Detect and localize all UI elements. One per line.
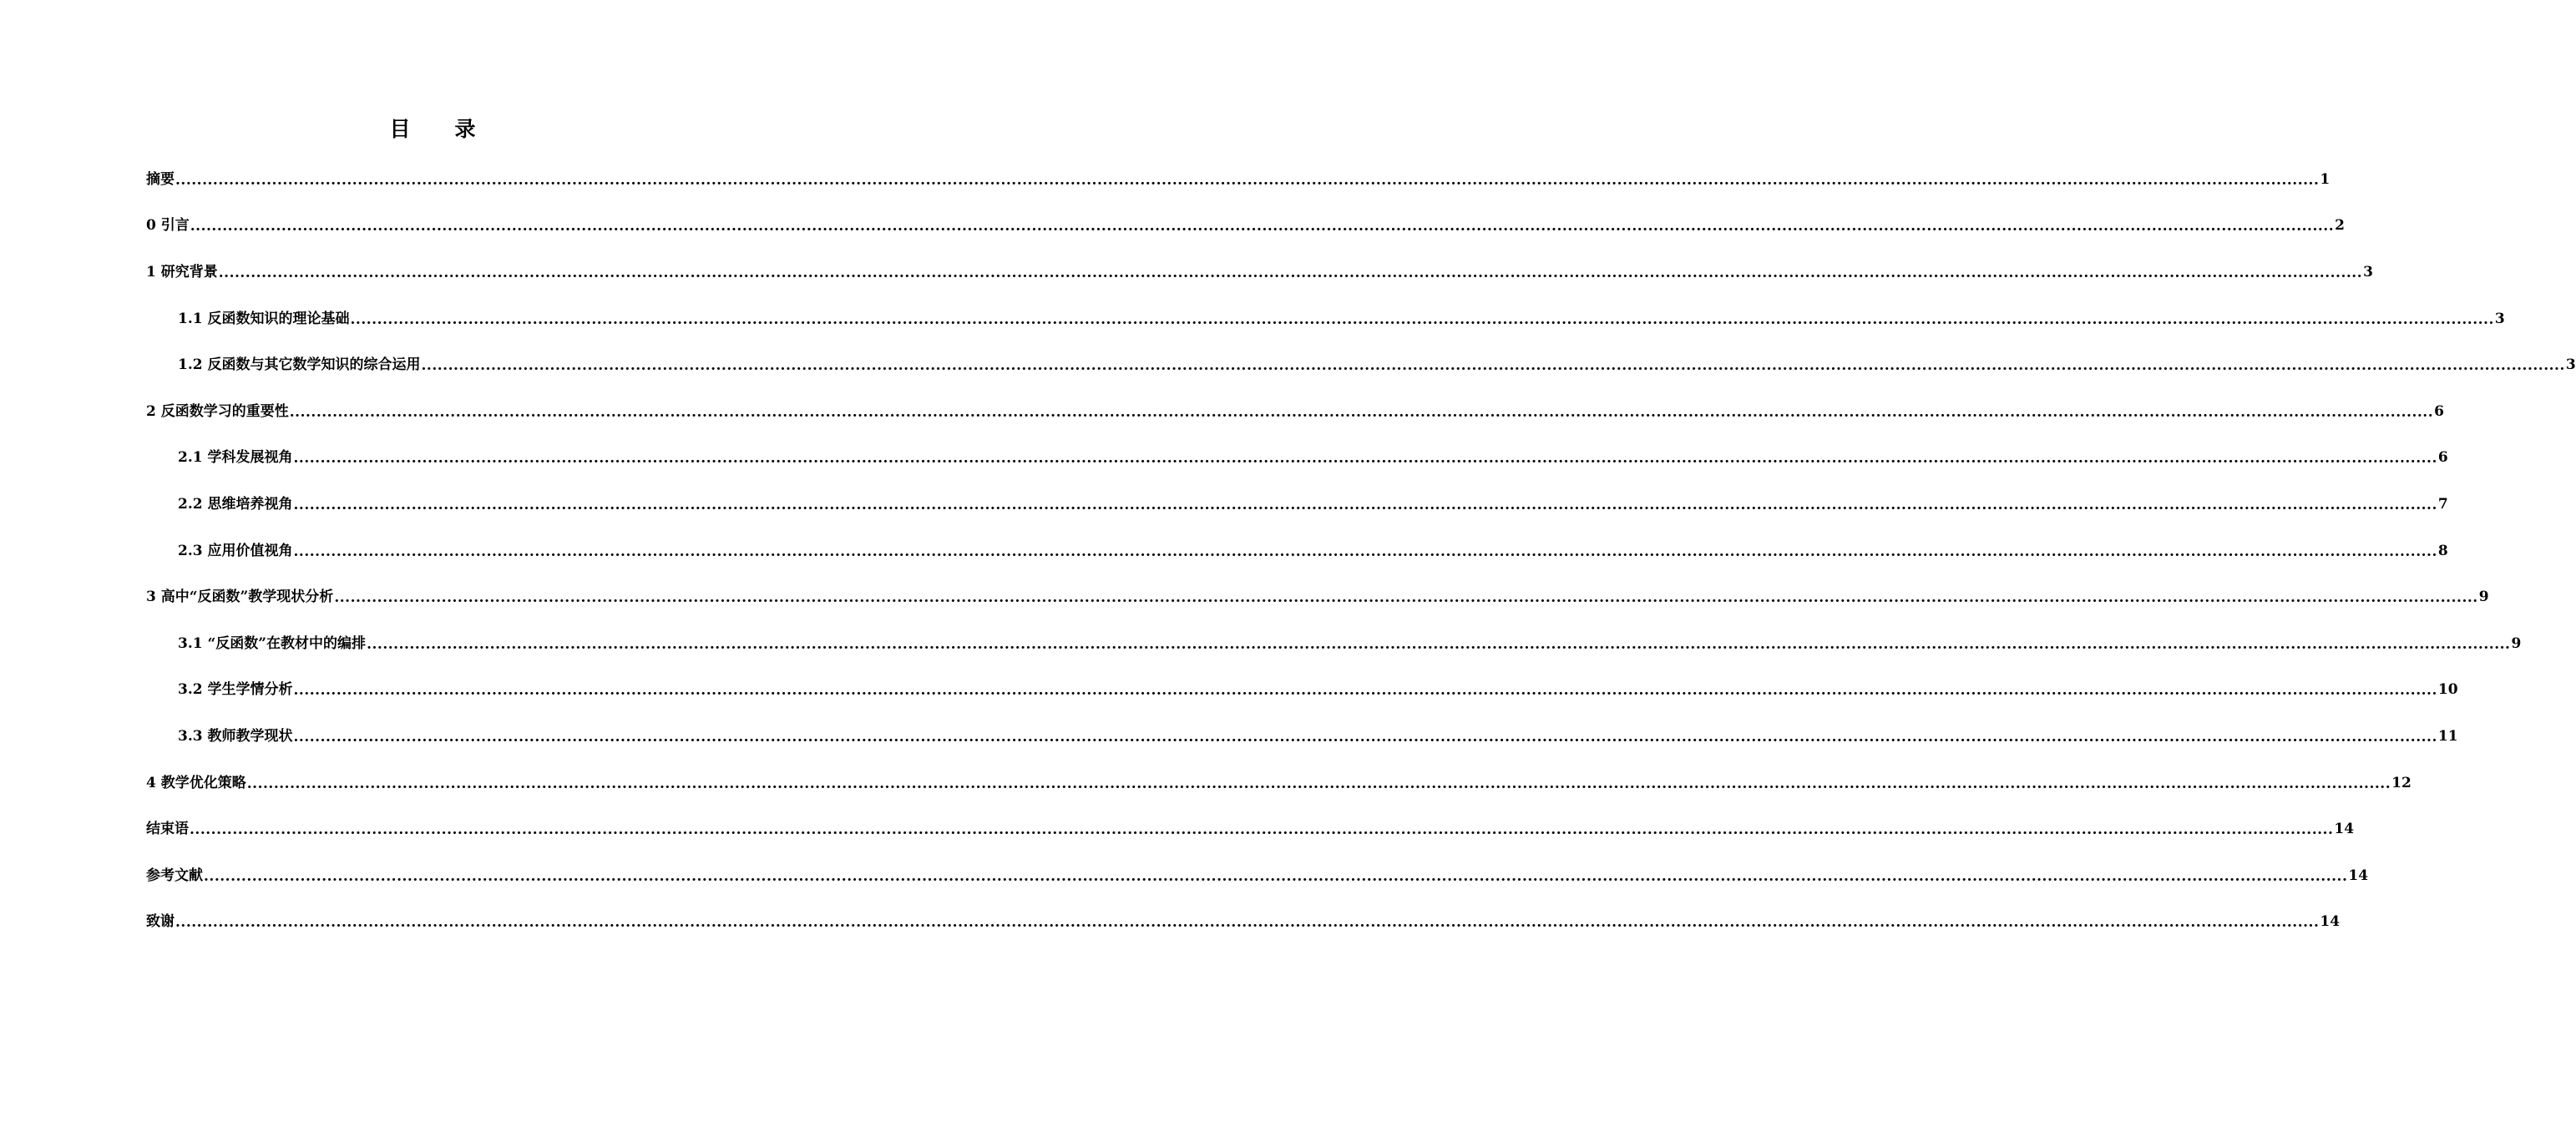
toc-entry[interactable]	[146, 760, 2412, 806]
toc-entry-page-number: 2	[2335, 217, 2345, 235]
toc-entry[interactable]	[146, 806, 2355, 852]
toc-entry[interactable]	[146, 667, 2458, 714]
toc-entry-page-number: 9	[2511, 634, 2522, 652]
toc-dot-leader: ................................................................................................................................................................................................................................................................................................................................................................................................................	[293, 543, 2437, 560]
toc-entry-label: 2 反函数学习的重要性	[146, 402, 289, 420]
toc-entry[interactable]	[146, 481, 2448, 528]
toc-dot-leader: ................................................................................................................................................................................................................................................................................................................................................................................................................	[350, 311, 2494, 328]
toc-entry-page-number: 8	[2437, 542, 2448, 559]
toc-entry-label: 1.1 反函数知识的理论基础	[178, 310, 350, 327]
toc-dot-leader: ................................................................................................................................................................................................................................................................................................................................................................................................................	[289, 403, 2434, 421]
toc-entry-label: 1.2 反函数与其它数学知识的综合运用	[178, 356, 421, 374]
toc-entry-label: 4 教学优化策略	[146, 774, 246, 791]
toc-dot-leader: ................................................................................................................................................................................................................................................................................................................................................................................................................	[175, 171, 2320, 189]
toc-dot-leader: ................................................................................................................................................................................................................................................................................................................................................................................................................	[246, 775, 2391, 792]
toc-entry[interactable]	[146, 156, 2331, 203]
toc-entry[interactable]	[146, 388, 2444, 435]
toc-entry-label: 参考文献	[146, 867, 203, 884]
toc-dot-leader: ................................................................................................................................................................................................................................................................................................................................................................................................................	[190, 218, 2335, 235]
toc-entry-page-number: 1	[2320, 170, 2331, 188]
toc-entry-page-number: 7	[2437, 495, 2448, 513]
toc-entry-page-number: 3	[2494, 310, 2505, 327]
toc-dot-leader: ................................................................................................................................................................................................................................................................................................................................................................................................................	[293, 682, 2437, 700]
toc-entry-page-number: 3	[2363, 263, 2373, 280]
toc-dot-leader: ................................................................................................................................................................................................................................................................................................................................................................................................................	[175, 914, 2320, 932]
toc-dot-leader: ................................................................................................................................................................................................................................................................................................................................................................................................................	[204, 867, 2348, 885]
toc-dot-leader: ................................................................................................................................................................................................................................................................................................................................................................................................................	[293, 496, 2437, 513]
toc-title: 目 录	[389, 117, 488, 141]
toc-entry-label: 致谢	[146, 913, 175, 931]
toc-entry-label: 2.3 应用价值视角	[178, 542, 293, 559]
toc-entry-label: 0 引言	[146, 217, 190, 235]
toc-dot-leader: ................................................................................................................................................................................................................................................................................................................................................................................................................	[218, 264, 2363, 281]
toc-entry[interactable]	[146, 574, 2489, 620]
toc-entry-page-number: 6	[2437, 449, 2448, 467]
toc-entry[interactable]	[146, 852, 2369, 899]
toc-dot-leader: ................................................................................................................................................................................................................................................................................................................................................................................................................	[334, 589, 2478, 607]
toc-dot-leader: ................................................................................................................................................................................................................................................................................................................................................................................................................	[293, 728, 2437, 745]
toc-dot-leader: ................................................................................................................................................................................................................................................................................................................................................................................................................	[293, 450, 2437, 468]
toc-entry[interactable]	[146, 296, 2505, 342]
toc-entry-page-number: 12	[2391, 774, 2412, 791]
toc-entry-page-number: 6	[2434, 402, 2444, 420]
toc-entry-label: 1 研究背景	[146, 263, 218, 280]
toc-entry-label: 结束语	[146, 821, 189, 838]
toc-entry-page-number: 14	[2334, 821, 2355, 838]
toc-entry-label: 2.1 学科发展视角	[178, 449, 293, 467]
toc-entry-page-number: 10	[2437, 681, 2458, 699]
toc-entry[interactable]	[146, 713, 2458, 760]
toc-entry[interactable]	[146, 620, 2522, 667]
toc-entry-label: 2.2 思维培养视角	[178, 495, 293, 513]
toc-entry[interactable]	[146, 249, 2373, 296]
toc-dot-leader: ................................................................................................................................................................................................................................................................................................................................................................................................................	[367, 635, 2511, 653]
toc-entry[interactable]	[146, 435, 2448, 482]
toc-entry-page-number: 14	[2348, 867, 2369, 884]
toc-entry[interactable]	[146, 203, 2345, 250]
toc-entry-label: 3.3 教师教学现状	[178, 727, 293, 745]
toc-entry[interactable]	[146, 528, 2448, 574]
toc-entry-page-number: 9	[2478, 589, 2489, 606]
table-of-contents	[146, 156, 2576, 945]
toc-entry-label: 3.2 学生学情分析	[178, 681, 293, 699]
toc-entry-page-number: 11	[2437, 727, 2458, 745]
toc-entry-page-number: 3	[2565, 356, 2576, 374]
toc-entry[interactable]	[146, 341, 2576, 388]
toc-entry-label: 3.1 “反函数”在教材中的编排	[178, 634, 367, 652]
toc-entry[interactable]	[146, 899, 2341, 946]
toc-entry-label: 3 高中“反函数”教学现状分析	[146, 589, 334, 606]
toc-dot-leader: ................................................................................................................................................................................................................................................................................................................................................................................................................	[190, 821, 2334, 839]
toc-entry-label: 摘要	[146, 170, 175, 188]
toc-dot-leader: ................................................................................................................................................................................................................................................................................................................................................................................................................	[421, 357, 2565, 375]
toc-entry-page-number: 14	[2320, 913, 2341, 931]
